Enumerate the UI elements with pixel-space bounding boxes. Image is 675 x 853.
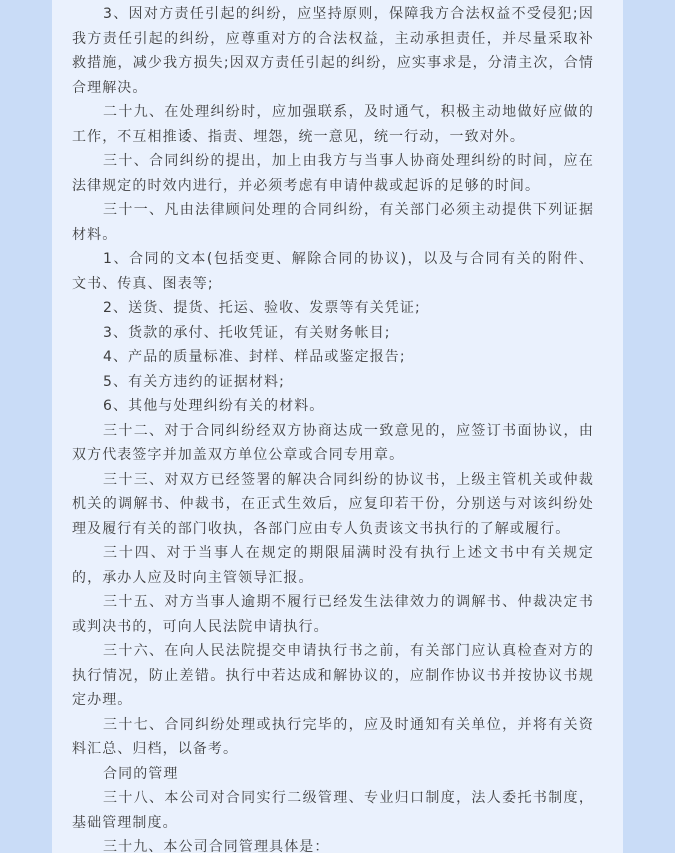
paragraph: 三十四、对于当事人在规定的期限届满时没有执行上述文书中有关规定的，承办人应及时向主管领导汇报。 <box>72 545 594 586</box>
paragraph: 三十九、本公司合同管理具体是： <box>103 839 330 853</box>
document-body <box>72 2 594 853</box>
paragraph: 三十二、对于合同纠纷经双方协商达成一致意见的，应签订书面协议，由双方代表签字并加盖双方单位公章或合同专用章。 <box>72 422 594 463</box>
section-heading: 合同的管理 <box>103 765 179 782</box>
paragraph: 三十一、凡由法律顾问处理的合同纠纷，有关部门必须主动提供下列证据材料。 <box>72 202 594 243</box>
list-item: 1、合同的文本(包括变更、解除合同的协议)，以及与合同有关的附件、文书、传真、图表等; <box>72 251 594 292</box>
list-item: 2、送货、提货、托运、验收、发票等有关凭证; <box>103 300 421 316</box>
paragraph: 3、因对方责任引起的纠纷，应坚持原则，保障我方合法权益不受侵犯;因我方责任引起的纠纷，应尊重对方的合法权益，主动承担责任，并尽量采取补救措施，减少我方损失;因双方责任引起的纠纷，应实事求是，分清主次，合情合理解决。 <box>72 6 594 96</box>
paragraph: 三十五、对方当事人逾期不履行已经发生法律效力的调解书、仲裁决定书或判决书的，可向人民法院申请执行。 <box>72 594 594 635</box>
paragraph: 三十七、合同纠纷处理或执行完毕的，应及时通知有关单位，并将有关资料汇总、归档，以备考。 <box>72 716 594 757</box>
document-panel <box>52 0 623 853</box>
paragraph: 三十八、本公司对合同实行二级管理、专业归口制度，法人委托书制度，基础管理制度。 <box>72 790 594 831</box>
list-item: 6、其他与处理纠纷有关的材料。 <box>103 398 325 414</box>
list-item: 4、产品的质量标准、封样、样品或鉴定报告; <box>103 349 406 365</box>
paragraph: 三十三、对双方已经签署的解决合同纠纷的协议书，上级主管机关或仲裁机关的调解书、仲裁书，在正式生效后，应复印若干份，分别送与对该纠纷处理及履行有关的部门收执，各部门应由专人负责该文书执行的了解或履行。 <box>72 471 594 537</box>
paragraph: 三十、合同纠纷的提出，加上由我方与当事人协商处理纠纷的时间，应在法律规定的时效内进行，并必须考虑有申请仲裁或起诉的足够的时间。 <box>72 153 594 194</box>
list-item: 5、有关方违约的证据材料; <box>103 373 285 390</box>
list-item: 3、货款的承付、托收凭证，有关财务帐目; <box>103 324 391 341</box>
paragraph: 三十六、在向人民法院提交申请执行书之前，有关部门应认真检查对方的执行情况，防止差错。执行中若达成和解协议的，应制作协议书并按协议书规定办理。 <box>72 643 594 708</box>
paragraph: 二十九、在处理纠纷时，应加强联系，及时通气，积极主动地做好应做的工作，不互相推诿、指责、埋怨，统一意见，统一行动，一致对外。 <box>72 104 594 145</box>
